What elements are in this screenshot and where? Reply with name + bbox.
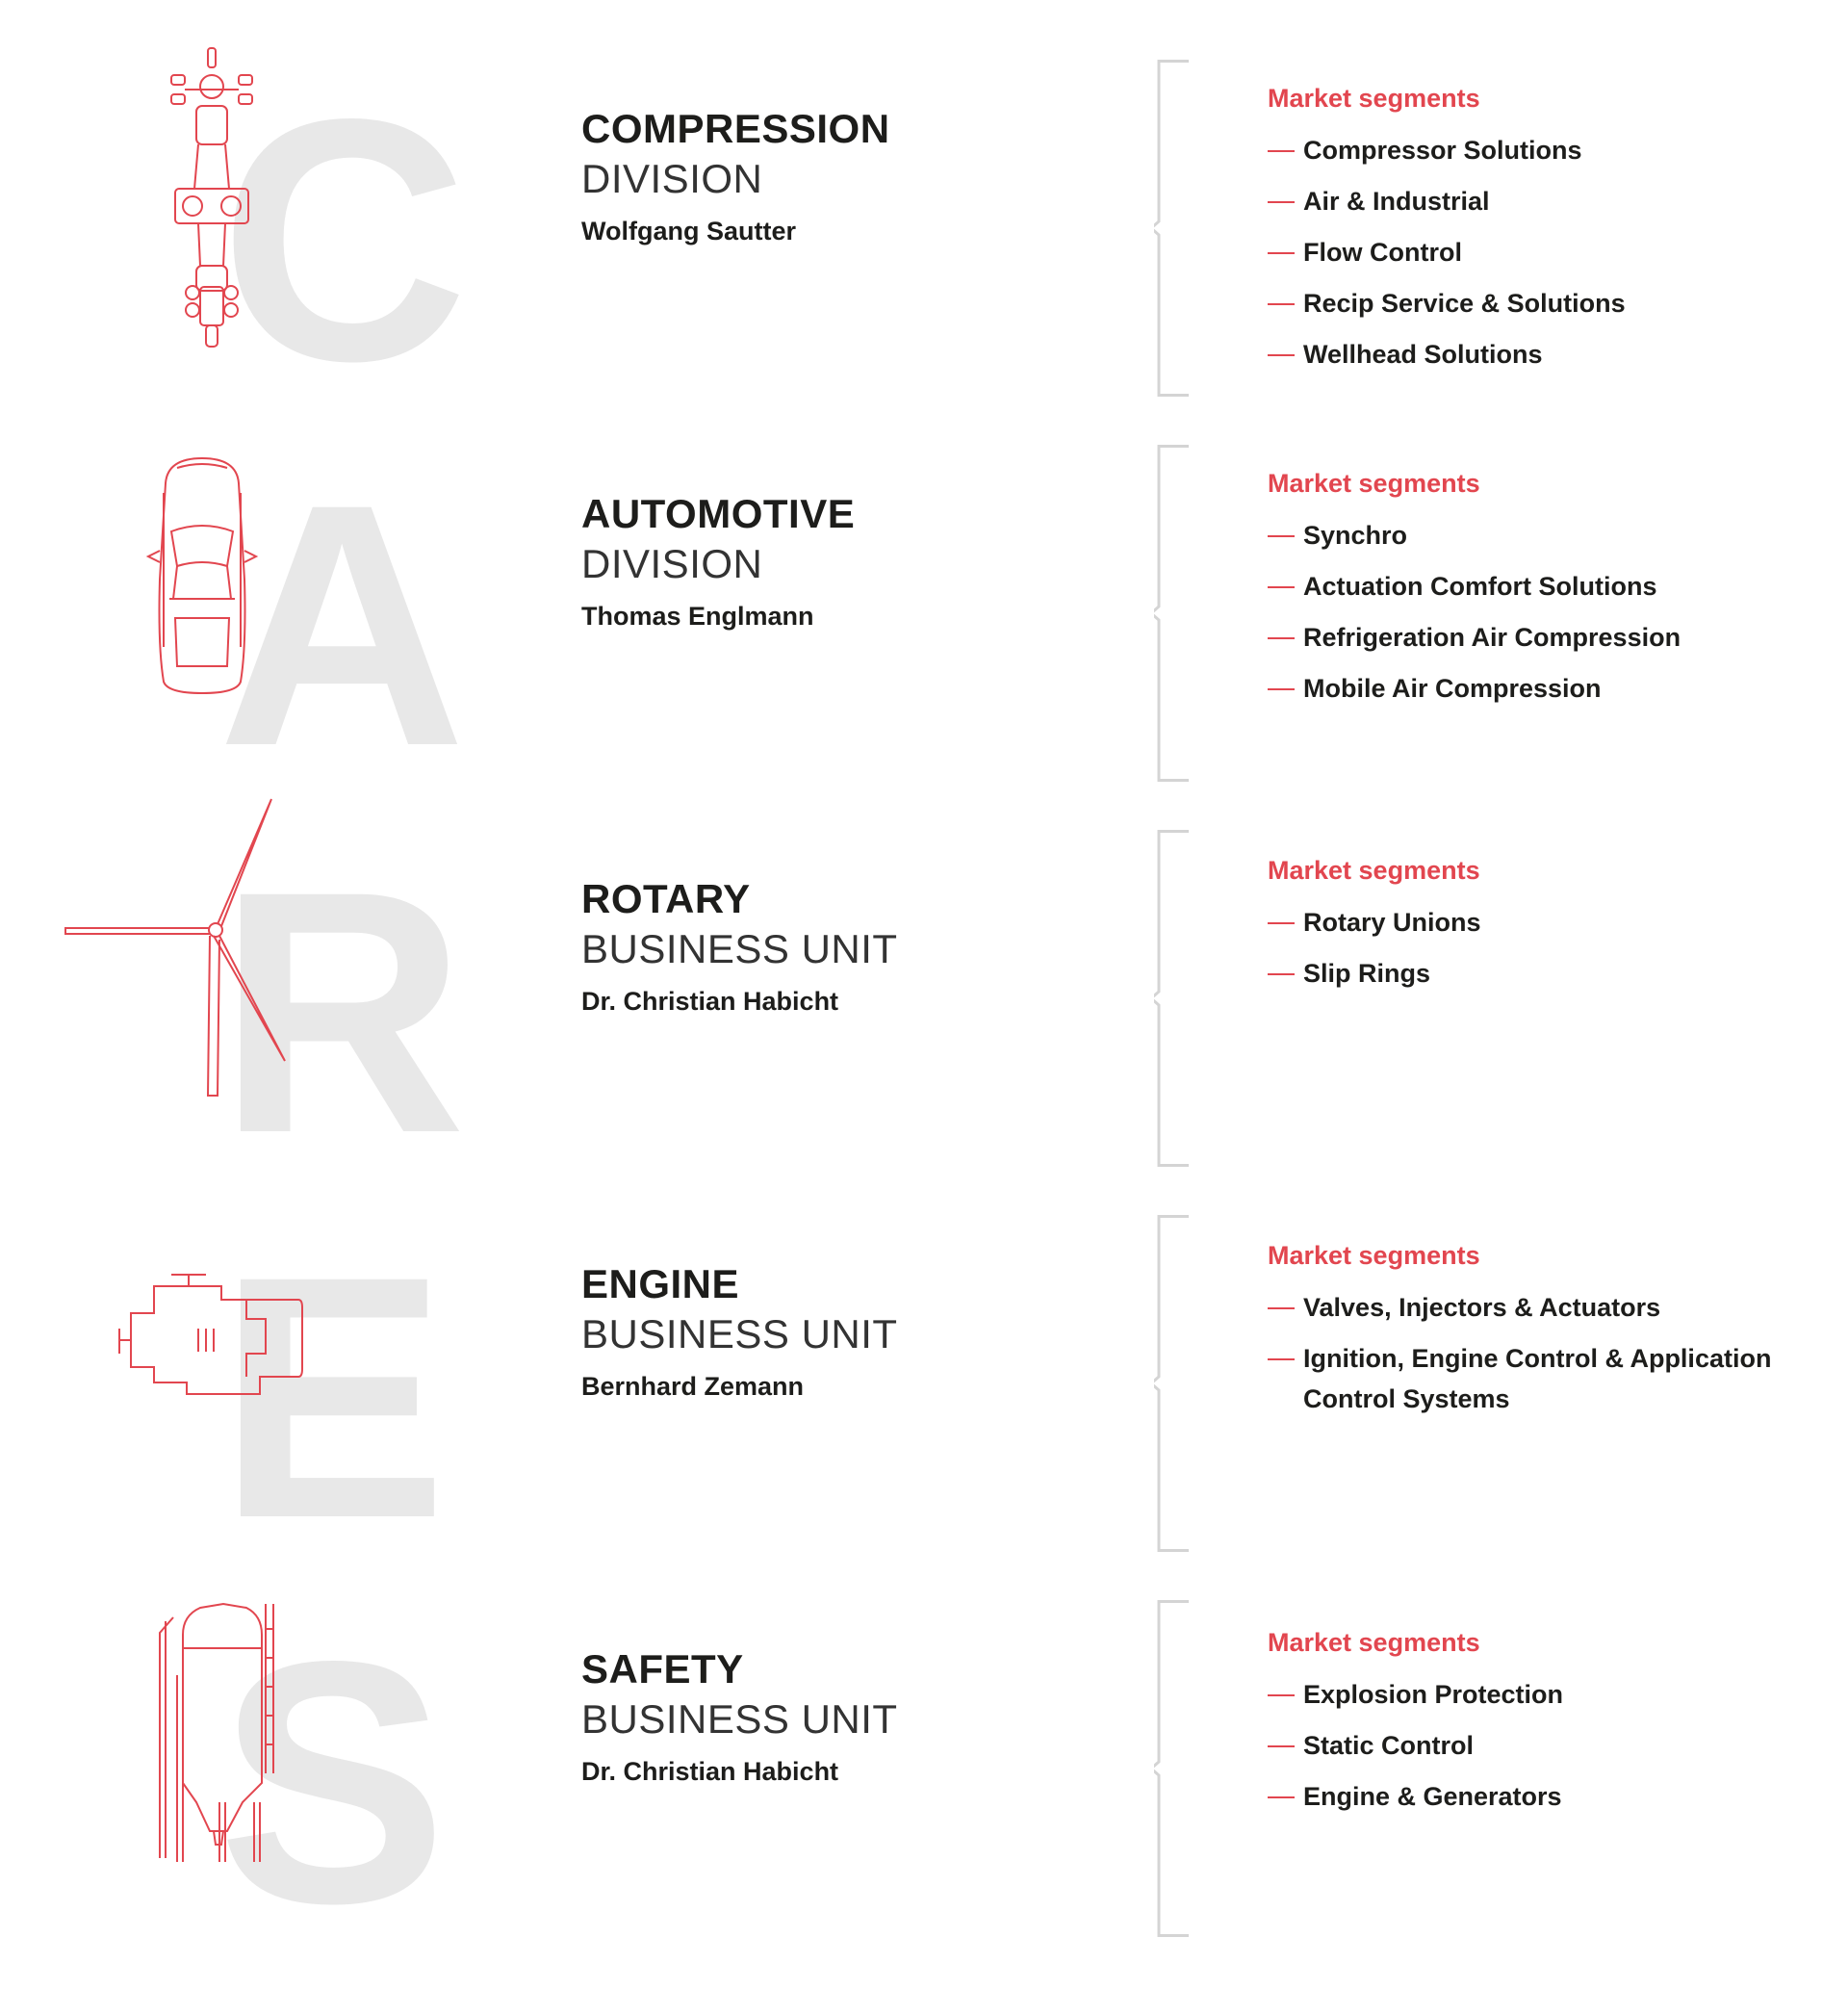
segment-item: Air & Industrial [1268,181,1804,221]
division-unit: DIVISION [581,156,763,201]
division-name: ENGINE [581,1261,740,1306]
division-lead: Bernhard Zemann [581,1372,805,1401]
engine-icon [116,1271,308,1396]
segment-item: Ignition, Engine Control & Application Control Systems [1268,1338,1804,1419]
segment-item: Slip Rings [1268,953,1804,994]
market-segments [1268,1623,1804,1827]
initial-letter: E [218,1204,448,1589]
division-row-engine [0,1194,1848,1589]
segment-item: Static Control [1268,1725,1804,1766]
segment-item: Valves, Injectors & Actuators [1268,1287,1804,1328]
market-segments [1268,851,1804,1004]
dash-marker [1268,201,1295,203]
dash-marker [1268,1307,1295,1309]
dash-marker [1268,586,1295,588]
market-segments-heading: Market segments [1268,1241,1480,1270]
dash-marker [1268,1796,1295,1798]
market-segments [1268,464,1804,719]
division-name: SAFETY [581,1646,744,1692]
segment-item: Explosion Protection [1268,1674,1804,1715]
dash-marker [1268,535,1295,537]
division-title-block [581,1259,898,1406]
silo-icon [154,1600,279,1870]
bracket-divider [1154,830,1193,1172]
car-icon [144,454,260,695]
dash-marker [1268,688,1295,690]
division-title-block [581,874,898,1020]
division-name: COMPRESSION [581,106,890,151]
segment-item: Mobile Air Compression [1268,668,1804,709]
dash-marker [1268,1745,1295,1747]
dash-marker [1268,150,1295,152]
market-segments [1268,79,1804,385]
division-title-block [581,1644,898,1791]
dash-marker [1268,1694,1295,1696]
division-unit: BUSINESS UNIT [581,1696,898,1742]
bracket-divider [1154,1215,1193,1557]
division-row-compression [0,39,1848,432]
dash-marker [1268,303,1295,305]
initial-letter: A [218,432,467,817]
wind-turbine-icon [64,799,295,1098]
division-lead: Thomas Englmann [581,602,814,631]
segment-item: Flow Control [1268,232,1804,272]
segment-item: Compressor Solutions [1268,130,1804,170]
division-title-block [581,489,855,635]
dash-marker [1268,637,1295,639]
division-name: AUTOMOTIVE [581,491,856,536]
division-unit: BUSINESS UNIT [581,926,898,971]
division-lead: Dr. Christian Habicht [581,987,839,1016]
bracket-divider [1154,60,1193,401]
segment-item: Recip Service & Solutions [1268,283,1804,323]
division-unit: BUSINESS UNIT [581,1311,898,1356]
division-row-automotive [0,424,1848,817]
division-title-block [581,104,890,250]
segment-item: Wellhead Solutions [1268,334,1804,375]
initial-letter: C [219,47,469,432]
segment-item: Actuation Comfort Solutions [1268,566,1804,607]
division-name: ROTARY [581,876,751,921]
segment-item: Rotary Unions [1268,902,1804,943]
division-row-rotary [0,809,1848,1204]
division-unit: DIVISION [581,541,763,586]
bracket-divider [1154,445,1193,787]
initial-letter: S [218,1589,448,1975]
bracket-divider [1154,1600,1193,1942]
motorcycle-icon [164,44,260,352]
initial-letter: R [218,819,467,1204]
market-segments-heading: Market segments [1268,84,1480,113]
market-segments-heading: Market segments [1268,469,1480,498]
market-segments-heading: Market segments [1268,1628,1480,1657]
segment-item: Refrigeration Air Compression [1268,617,1804,658]
dash-marker [1268,922,1295,924]
division-row-safety [0,1579,1848,1975]
market-segments-heading: Market segments [1268,856,1480,885]
segment-item: Engine & Generators [1268,1776,1804,1817]
division-lead: Wolfgang Sautter [581,217,797,245]
dash-marker [1268,1358,1295,1360]
dash-marker [1268,354,1295,356]
dash-marker [1268,973,1295,975]
segment-item: Synchro [1268,515,1804,555]
division-lead: Dr. Christian Habicht [581,1757,839,1786]
dash-marker [1268,252,1295,254]
market-segments [1268,1236,1804,1430]
